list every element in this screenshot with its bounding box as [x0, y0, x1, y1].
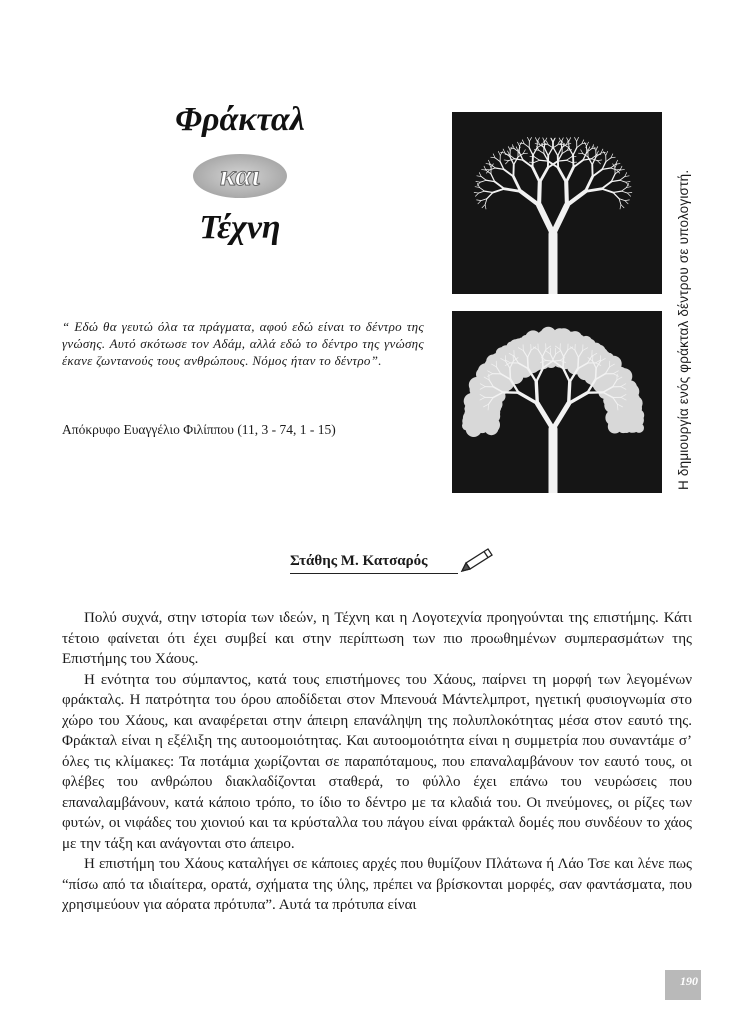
title-and: και: [219, 159, 261, 192]
author-name: Στάθης Μ. Κατσαρός: [290, 553, 458, 574]
fractal-tree-image-sparse: [452, 112, 662, 294]
title-fractal: Φράκταλ: [175, 101, 305, 138]
paragraph: Πολύ συχνά, στην ιστορία των ιδεών, η Τέχνη και η Λογοτεχνία προηγούνται της επιστήμης. Κάτι τέτοιο φαίνεται ότι έχει συμβεί και στην περίπτωση των πιο προωθημένων συμπερασμάτων της Επιστήμης του Χάους.: [62, 610, 692, 667]
epigraph-source: Απόκρυφο Ευαγγέλιο Φιλίππου (11, 3 - 74, 1 - 15): [62, 422, 336, 437]
article-body: [62, 608, 692, 916]
image-caption: Η δημιουργία ενός φράκταλ δέντρου σε υπολογιστή.: [676, 169, 691, 490]
paragraph: Η επιστήμη του Χάους καταλήγει σε κάποιες αρχές που θυμίζουν Πλάτωνα ή Λάο Τσε και λένε πως “πίσω από τα ιδιαίτερα, ορατά, σχήματα της ύλης, πρέπει να βρίσκονται μορφές, σαν φαντάσματα, που χρησιμεύουν για αόρατα πρότυπα”. Αυτά τα πρότυπα είναι: [62, 856, 692, 913]
epigraph-quote: “ Εδώ θα γευτώ όλα τα πράγματα, αφού εδώ είναι το δέντρο της γνώσης. Αυτό σκότωσε τον Αδάμ, αλλά εδώ το δέντρο της γνώσης έκανε ζωντανούς τους ανθρώπους. Νόμος ήταν το δέντρο”.: [62, 319, 424, 368]
page-number: 190: [665, 970, 701, 1000]
fractal-tree-image-dense: [452, 311, 662, 493]
paragraph: Η ενότητα του σύμπαντος, κατά τους επιστήμονες του Χάους, παίρνει τη μορφή των λεγομένων φράκταλς. Η πατρότητα του όρου αποδίδεται στον Μπενουά Μάντελμπροτ, ηγετική φυσιογνωμία στο χώρο του Χάους, και αναφέρεται στην άπειρη επανάληψη της πολυπλοκότητας μέσα στον εαυτό της. Φράκταλ είναι η εξέλιξη της αυτοομοιότητας. Και αυτοομοιότητα είναι η συμμετρία που συναντάμε σ’ όλες τις κλίμακες: Τα ποτάμια χωρίζονται σε παραπόταμους, που επαναλαμβάνουν τον εαυτό τους, οι φλέβες του ανθρώπου διακλαδίζονται σταθερά, το φύλλο έχει επάνω του νευρώσεις που επαναλαμβάνουν, κατά κάποιο τρόπο, το ίδιο το δέντρο με τα κλαδιά του. Οι πνεύμονες, οι ρίζες των φυτών, οι νιφάδες του χιονιού και τα κρύσταλλα του πάγου είναι φράκταλ δομές που συνδέουν το χάος με την τάξη και ανάγονται στο άπειρο.: [62, 671, 692, 852]
pencil-icon: [456, 545, 496, 582]
title-art: Τέχνη: [199, 209, 281, 246]
title-and-badge: [193, 154, 287, 198]
title-block: [140, 100, 340, 248]
